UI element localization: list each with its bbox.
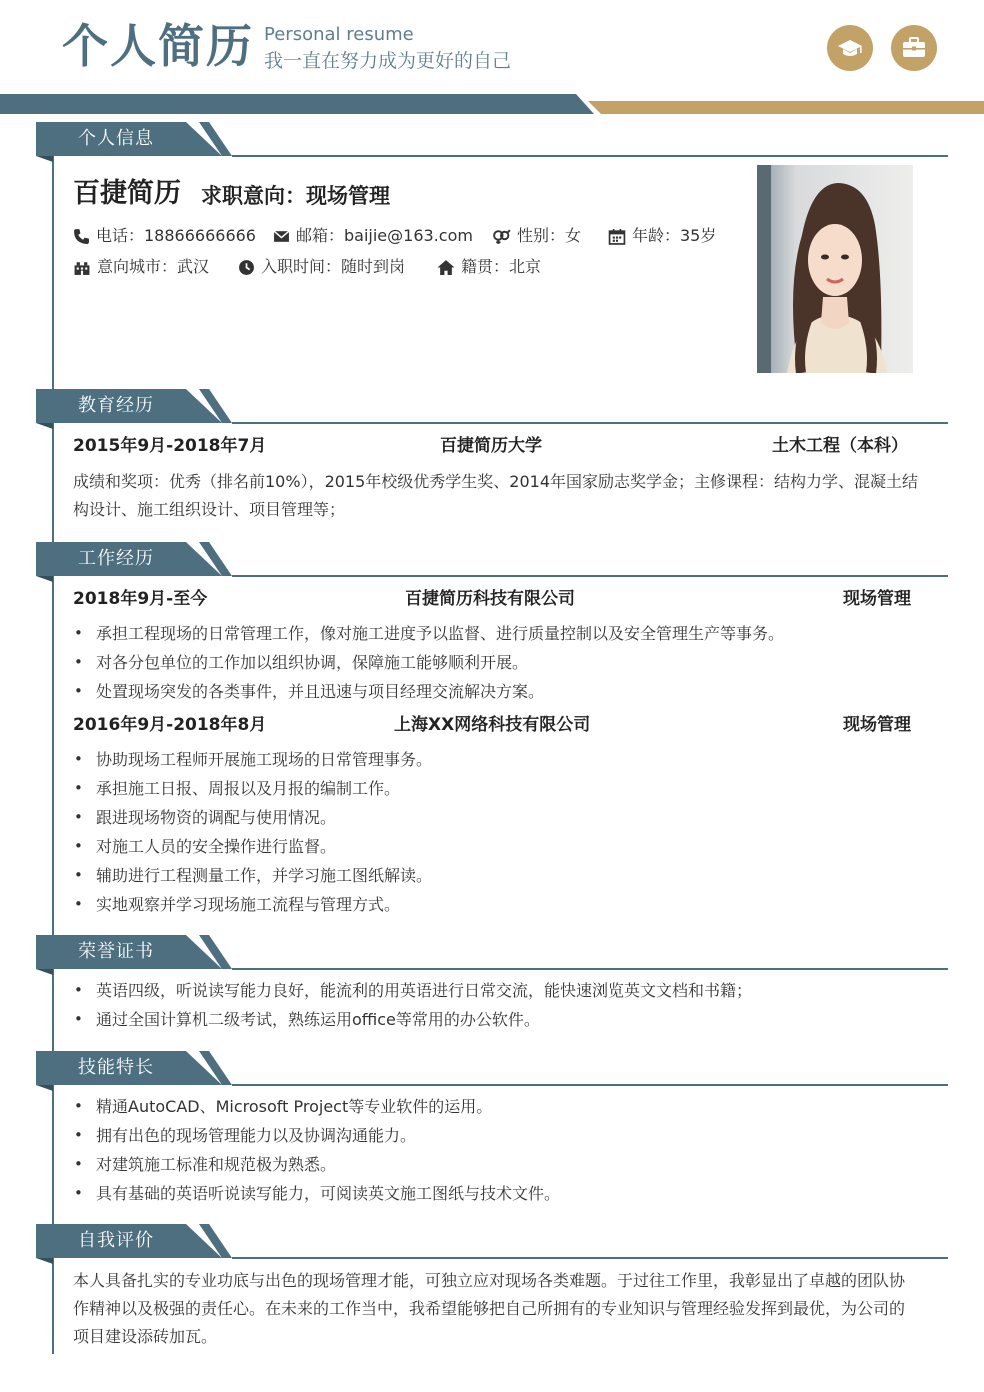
section-rule	[232, 575, 948, 577]
phone-info	[73, 225, 256, 247]
gender-icon	[492, 228, 511, 245]
list-item: • 处置现场突发的各类事件，并且迅速与项目经理交流解决方案。	[73, 677, 933, 706]
header-band-accent	[588, 101, 984, 114]
calendar-icon	[608, 228, 626, 245]
candidate-name: 百捷简历	[73, 178, 181, 209]
job-intent: 求职意向：现场管理	[201, 184, 390, 208]
email-text: 邮箱：baijie@163.com	[296, 226, 473, 245]
list-item: • 拥有出色的现场管理能力以及协调沟通能力。	[73, 1121, 933, 1150]
list-item: • 对建筑施工标准和规范极为熟悉。	[73, 1150, 933, 1179]
job-role: 现场管理	[843, 589, 911, 609]
list-item: • 通过全国计算机二级考试，熟练运用office等常用的办公软件。	[73, 1005, 933, 1034]
section-title: 工作经历	[78, 548, 154, 569]
phone-icon	[73, 228, 90, 245]
section-header-honors	[36, 935, 232, 975]
phone-text: 电话：18866666666	[96, 226, 256, 245]
list-item: • 辅助进行工程测量工作，并学习施工图纸解读。	[73, 861, 933, 890]
hometown-text: 籍贯：北京	[461, 257, 542, 276]
list-item: • 承担施工日报、周报以及月报的编制工作。	[73, 774, 933, 803]
list-item: • 精通AutoCAD、Microsoft Project等专业软件的运用。	[73, 1092, 933, 1121]
timeline-line	[52, 1258, 54, 1354]
education-period: 2015年9月-2018年7月	[73, 436, 267, 456]
header-band-primary	[0, 94, 594, 114]
list-item: • 对各分包单位的工作加以组织协调，保障施工能够顺利开展。	[73, 648, 933, 677]
profile-photo	[757, 165, 913, 373]
home-icon	[437, 259, 455, 276]
skills-list	[73, 1092, 933, 1208]
section-title: 自我评价	[78, 1230, 154, 1251]
timeline-line	[52, 423, 54, 542]
section-header-skills	[36, 1051, 232, 1091]
start-text: 入职时间：随时到岗	[261, 257, 406, 276]
city-text: 意向城市：武汉	[97, 257, 210, 276]
timeline-line	[52, 969, 54, 1052]
list-item: • 协助现场工程师开展施工现场的日常管理事务。	[73, 745, 933, 774]
section-title: 技能特长	[78, 1057, 154, 1078]
age-info	[608, 225, 716, 247]
honors-list	[73, 976, 933, 1034]
start-info	[238, 256, 405, 278]
section-header-work	[36, 542, 232, 582]
list-item: • 承担工程现场的日常管理工作，像对施工进度予以监督、进行质量控制以及安全管理生产等事务。	[73, 619, 933, 648]
section-rule	[232, 1084, 948, 1086]
section-rule	[232, 1257, 948, 1259]
email-info	[273, 225, 473, 247]
list-item: • 实地观察并学习现场施工流程与管理方式。	[73, 890, 933, 919]
section-header-personal	[36, 122, 232, 162]
list-item: • 具有基础的英语听说读写能力，可阅读英文施工图纸与技术文件。	[73, 1179, 933, 1208]
self-evaluation-text: 本人具备扎实的专业功底与出色的现场管理才能，可独立应对现场各类难题。于过往工作里，我彰显出了卓越的团队协作精神以及极强的责任心。在未来的工作当中，我希望能够把自己所拥有的专业知识与管理经验发挥到最优，为公司的项目建设添砖加瓦。	[73, 1271, 906, 1346]
section-title: 教育经历	[78, 395, 154, 416]
list-item: • 对施工人员的安全操作进行监督。	[73, 832, 933, 861]
building-icon	[73, 259, 91, 276]
list-item: • 跟进现场物资的调配与使用情况。	[73, 803, 933, 832]
job-duties-list	[73, 619, 933, 706]
job-company: 上海XX网络科技有限公司	[394, 715, 591, 735]
subtitle-chinese: 我一直在努力成为更好的自己	[264, 50, 512, 72]
age-text: 年龄：35岁	[632, 226, 717, 245]
subtitle-english: Personal resume	[264, 24, 414, 45]
education-detail: 成绩和奖项：优秀（排名前10%），2015年校级优秀学生奖、2014年国家励志奖学金；主修课程：结构力学、混凝土结构设计、施工组织设计、项目管理等；	[73, 472, 919, 519]
list-item: • 英语四级，听说读写能力良好，能流利的用英语进行日常交流，能快速浏览英文文档和书籍；	[73, 976, 933, 1005]
job-company: 百捷简历科技有限公司	[405, 589, 575, 609]
gender-info	[492, 225, 581, 247]
timeline-line	[52, 156, 54, 389]
education-school: 百捷简历大学	[440, 436, 542, 456]
section-rule	[232, 155, 948, 157]
timeline-line	[52, 576, 54, 935]
section-rule	[232, 968, 948, 970]
timeline-line	[52, 1085, 54, 1224]
section-header-self-eval	[36, 1224, 232, 1264]
job-duties-list	[73, 745, 933, 919]
section-rule	[232, 422, 948, 424]
envelope-icon	[273, 228, 290, 245]
resume-title: 个人简历	[62, 19, 254, 73]
graduation-cap-icon	[827, 25, 873, 71]
city-info	[73, 256, 209, 278]
briefcase-icon	[891, 25, 937, 71]
clock-icon	[238, 259, 255, 276]
section-title: 个人信息	[78, 128, 154, 149]
education-major: 土木工程（本科）	[772, 436, 908, 456]
job-role: 现场管理	[843, 715, 911, 735]
job-period: 2016年9月-2018年8月	[73, 715, 267, 735]
section-title: 荣誉证书	[78, 941, 154, 962]
job-period: 2018年9月-至今	[73, 589, 208, 609]
gender-text: 性别：女	[517, 226, 582, 245]
hometown-info	[437, 256, 541, 278]
section-header-education	[36, 389, 232, 429]
